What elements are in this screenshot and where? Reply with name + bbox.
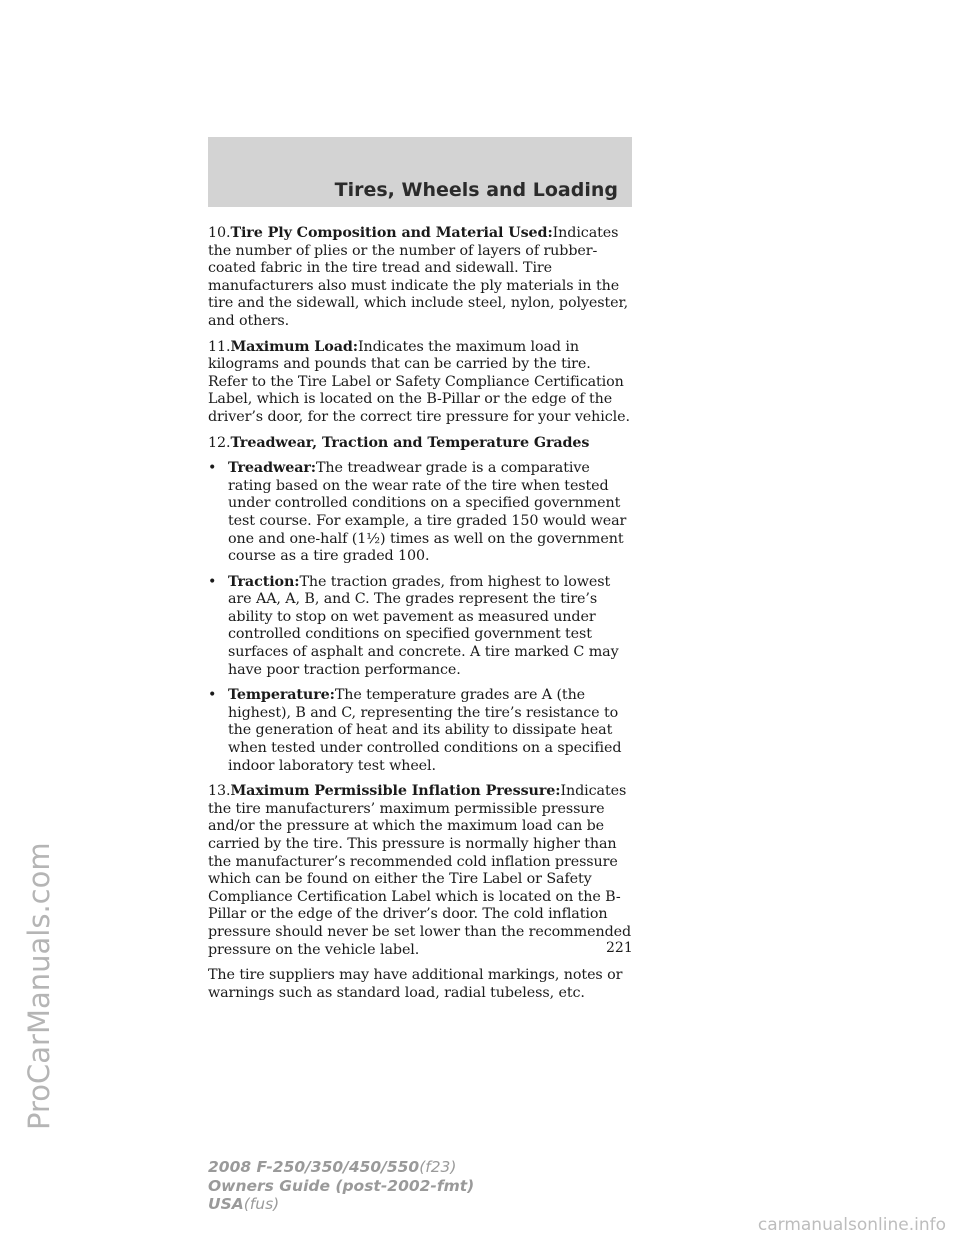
bullet-text: The temperature grades are A (the highest), B and C, representing the tire’s resistance to the generation of heat and its ability to dissipate heat when tested under controlled conditions on a specified indoor laboratory test wheel. xyxy=(228,687,622,774)
bullet-treadwear xyxy=(208,460,634,566)
bullet-traction xyxy=(208,574,634,680)
bullet-heading: Traction: xyxy=(228,573,300,590)
bullet-temperature xyxy=(208,687,634,775)
section-header-band xyxy=(208,137,632,207)
item-heading: Maximum Load: xyxy=(230,338,358,355)
footer-region-line xyxy=(208,1195,474,1214)
watermark-bottom: carmanualsonline.info xyxy=(757,1215,946,1235)
footer-model-line xyxy=(208,1158,474,1177)
item-text: Indicates the tire manufacturers’ maximum permissible pressure and/or the pressure at which the maximum load can be carried by the tire. This pressure is normally higher than the manufacturer’s recommended cold inflation pressure which can be found on either the Tire Label or Safety Compliance Certification Label which is located on the B-Pillar or the edge of the driver’s door. The cold inflation pressure should never be set lower than the recommended pressure on the vehicle label. xyxy=(208,783,632,958)
footer-region-code: (fus) xyxy=(243,1195,280,1213)
item-grades xyxy=(208,435,634,453)
item-heading: Maximum Permissible Inflation Pressure: xyxy=(230,783,561,800)
watermark-left: ProCarManuals.com xyxy=(22,842,56,1130)
footer-model: 2008 F-250/350/450/550 xyxy=(208,1158,420,1176)
item-text: Indicates the maximum load in kilograms and pounds that can be carried by the tire. Refer to the Tire Label or Safety Compliance Certification Label, which is located on the B-Pillar or the edge of the driver’s door, for the correct tire pressure for your vehicle. xyxy=(208,338,630,425)
item-tire-ply xyxy=(208,225,634,331)
bullet-dot: • xyxy=(208,460,217,477)
item-max-pressure xyxy=(208,783,634,959)
item-max-load xyxy=(208,339,634,427)
page-content xyxy=(208,225,634,1010)
page-number: 221 xyxy=(606,940,633,956)
bullet-heading: Treadwear: xyxy=(228,460,316,477)
footer-region: USA xyxy=(208,1195,244,1213)
item-heading: Tire Ply Composition and Material Used: xyxy=(230,225,553,241)
item-heading: Treadwear, Traction and Temperature Grades xyxy=(230,434,590,451)
bullet-text: The treadwear grade is a comparative rating based on the wear rate of the tire when tested under controlled conditions on a specified government test course. For example, a tire graded 150 would wear one and one-half (1½) times as well on the government course as a tire graded 100. xyxy=(228,460,627,565)
footer-guide: Owners Guide (post-2002-fmt) xyxy=(208,1176,475,1195)
document-footer xyxy=(208,1158,474,1214)
bullet-dot: • xyxy=(208,687,217,704)
item-number: 12. xyxy=(208,434,231,451)
closing-paragraph: The tire suppliers may have additional markings, notes or warnings such as standard load, radial tubeless, etc. xyxy=(208,967,623,1001)
footer-model-code: (f23) xyxy=(419,1158,457,1176)
bullet-text: The traction grades, from highest to lowest are AA, A, B, and C. The grades represent the tire’s ability to stop on wet pavement as measured under controlled conditions on specified government test surfaces of asphalt and concrete. A tire marked C may have poor traction performance. xyxy=(228,573,619,678)
section-title: Tires, Wheels and Loading xyxy=(334,179,618,201)
item-text: Indicates the number of plies or the number of layers of rubber-coated fabric in the tire tread and sidewall. Tire manufacturers also must indicate the ply materials in the tire and the sidewall, which include steel, nylon, polyester, and others. xyxy=(208,225,629,329)
item-number: 10. xyxy=(208,225,231,241)
bullet-dot: • xyxy=(208,573,217,590)
item-number: 13. xyxy=(208,783,231,800)
item-number: 11. xyxy=(208,338,231,355)
bullet-heading: Temperature: xyxy=(228,687,335,704)
